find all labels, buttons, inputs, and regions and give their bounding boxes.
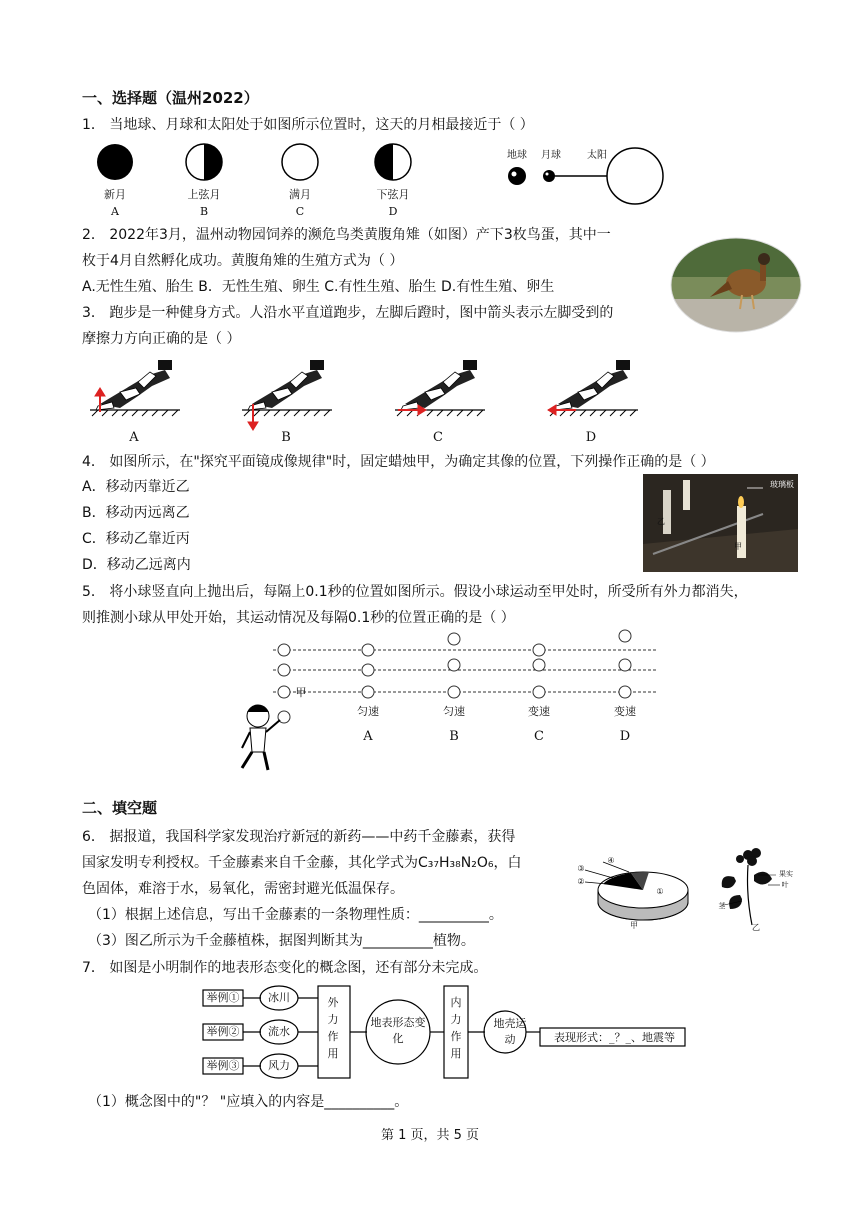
example-3: 举例③: [206, 1059, 240, 1072]
motion-a: 匀速: [357, 705, 379, 718]
option-c-letter: C: [295, 205, 305, 218]
ball-letter-d: D: [619, 729, 631, 744]
moon-icon: [543, 170, 555, 182]
new-moon-icon: [97, 144, 133, 180]
question-7-text: 7． 如图是小明制作的地表形态变化的概念图，还有部分未完成。: [82, 960, 488, 976]
option-d-letter: D: [388, 205, 398, 218]
motion-b: 匀速: [443, 705, 465, 718]
child-thrower-icon: [242, 705, 280, 770]
motion-c: 变速: [528, 705, 550, 718]
ball-letter-b: B: [449, 729, 459, 744]
question-4-option-a: A．移动丙靠近乙: [82, 479, 190, 495]
last-quarter-moon-icon: [375, 144, 411, 180]
external-force-label: 外力作用: [327, 996, 339, 1060]
glass-plate-label: 玻璃板: [770, 480, 794, 489]
question-5-line2: 则推测小球从甲处开始，其运动情况及每隔0.1秒的位置正确的是（ ）: [82, 610, 515, 626]
pie-label-4: ④: [607, 856, 615, 865]
running-water-label: 流水: [268, 1025, 290, 1038]
motion-d: 变速: [614, 705, 636, 718]
pheasant-photo: [670, 237, 802, 333]
crust-movement-label: 地壳运动: [493, 1017, 527, 1046]
figure-yi-label: 乙: [752, 923, 760, 932]
sun-icon: [607, 148, 663, 204]
internal-force-label: 内力作用: [450, 996, 462, 1060]
pie-chart-figure: [573, 850, 703, 930]
example-2: 举例②: [206, 1025, 240, 1038]
question-4-option-b: B．移动丙远离乙: [82, 505, 190, 521]
full-moon-icon: [282, 144, 318, 180]
stem-label: 茎: [718, 902, 726, 910]
option-a-name: 新月: [104, 188, 126, 201]
example-1: 举例①: [206, 991, 240, 1004]
ball-letter-c: C: [534, 729, 544, 744]
surface-change-label: 地表形态变化: [370, 1016, 426, 1045]
section-title-choice: 一、选择题（温州2022）: [82, 89, 259, 107]
pie-label-2: ②: [577, 877, 585, 886]
candle-jia-label: 甲: [734, 542, 742, 551]
question-2-line2: 枚于4月自然孵化成功。黄腹角雉的生殖方式为（ ）: [82, 253, 404, 269]
candle-yi-label: 乙: [657, 517, 665, 526]
runner-letter-c: C: [433, 430, 443, 445]
figure-jia-label: 甲: [630, 921, 638, 930]
question-7-sub1: （1）概念图中的"？ "应填入的内容是__________。: [88, 1094, 409, 1110]
question-6-sub1: （1）根据上述信息，写出千金藤素的一条物理性质：__________。: [88, 907, 503, 923]
pie-label-3: ③: [577, 864, 585, 873]
leaf-label: 叶: [781, 881, 789, 889]
runner-options: [90, 352, 650, 448]
runner-letter-b: B: [281, 430, 291, 445]
question-6-line3: 色固体，难溶于水，易氧化，需密封避光低温保存。: [82, 881, 404, 897]
question-2-line1: 2． 2022年3月，温州动物园饲养的濒危鸟类黄腹角雉（如图）产下3枚鸟蛋，其中一: [82, 227, 611, 243]
fruit-label: 果实: [779, 870, 793, 878]
earth-icon: [508, 167, 526, 185]
question-6-line2: 国家发明专利授权。千金藤素来自千金藤，其化学式为C₃₇H₃₈N₂O₆，白: [82, 855, 522, 871]
question-1-text: 1． 当地球、月球和太阳处于如图所示位置时，这天的月相最接近于（ ）: [82, 117, 534, 133]
option-d-name: 下弦月: [376, 188, 410, 201]
moon-label: 月球: [541, 150, 561, 161]
question-3-line1: 3． 跑步是一种健身方式。人沿水平直道跑步，左脚后蹬时，图中箭头表示左脚受到的: [82, 305, 614, 321]
option-b-letter: B: [199, 205, 209, 218]
question-3-line2: 摩擦力方向正确的是（ ）: [82, 331, 241, 347]
forms-label: 表现形式：_？_、地震等: [554, 1031, 675, 1044]
earth-label: 地球: [507, 150, 527, 161]
runner-letter-a: A: [129, 430, 139, 445]
section-title-fill: 二、填空题: [82, 799, 158, 817]
glacier-label: 冰川: [268, 991, 290, 1004]
question-6-sub3: （3）图乙所示为千金藤植株，据图判断其为__________植物。: [88, 933, 475, 949]
option-b-name: 上弦月: [187, 188, 221, 201]
sun-label: 太阳: [587, 150, 607, 161]
question-4-text: 4． 如图所示，在"探究平面镜成像规律"时，固定蜡烛甲，为确定其像的位置，下列操作正确的是（ ）: [82, 454, 715, 470]
first-quarter-moon-icon: [186, 144, 222, 180]
question-5-line1: 5． 将小球竖直向上抛出后，每隔上0.1秒的位置如图所示。假设小球运动至甲处时，所受所有外力都消失，: [82, 584, 748, 600]
position-jia-label: 甲: [295, 686, 307, 699]
pie-label-1: ①: [656, 887, 664, 896]
question-2-options: A.无性生殖、胎生 B．无性生殖、卵生 C.有性生殖、胎生 D.有性生殖、卵生: [82, 279, 555, 295]
question-6-line1: 6． 据报道，我国科学家发现治疗新冠的新药——中药千金藤素，获得: [82, 829, 516, 845]
option-c-name: 满月: [289, 188, 311, 201]
option-a-letter: A: [111, 205, 119, 218]
wind-label: 风力: [268, 1059, 290, 1072]
runner-letter-d: D: [585, 430, 597, 445]
question-4-option-c: C．移动乙靠近丙: [82, 531, 190, 547]
ball-letter-a: A: [363, 729, 373, 744]
question-4-option-d: D．移动乙远离内: [82, 557, 191, 573]
page-footer: 第 1 页，共 5 页: [380, 1128, 480, 1143]
